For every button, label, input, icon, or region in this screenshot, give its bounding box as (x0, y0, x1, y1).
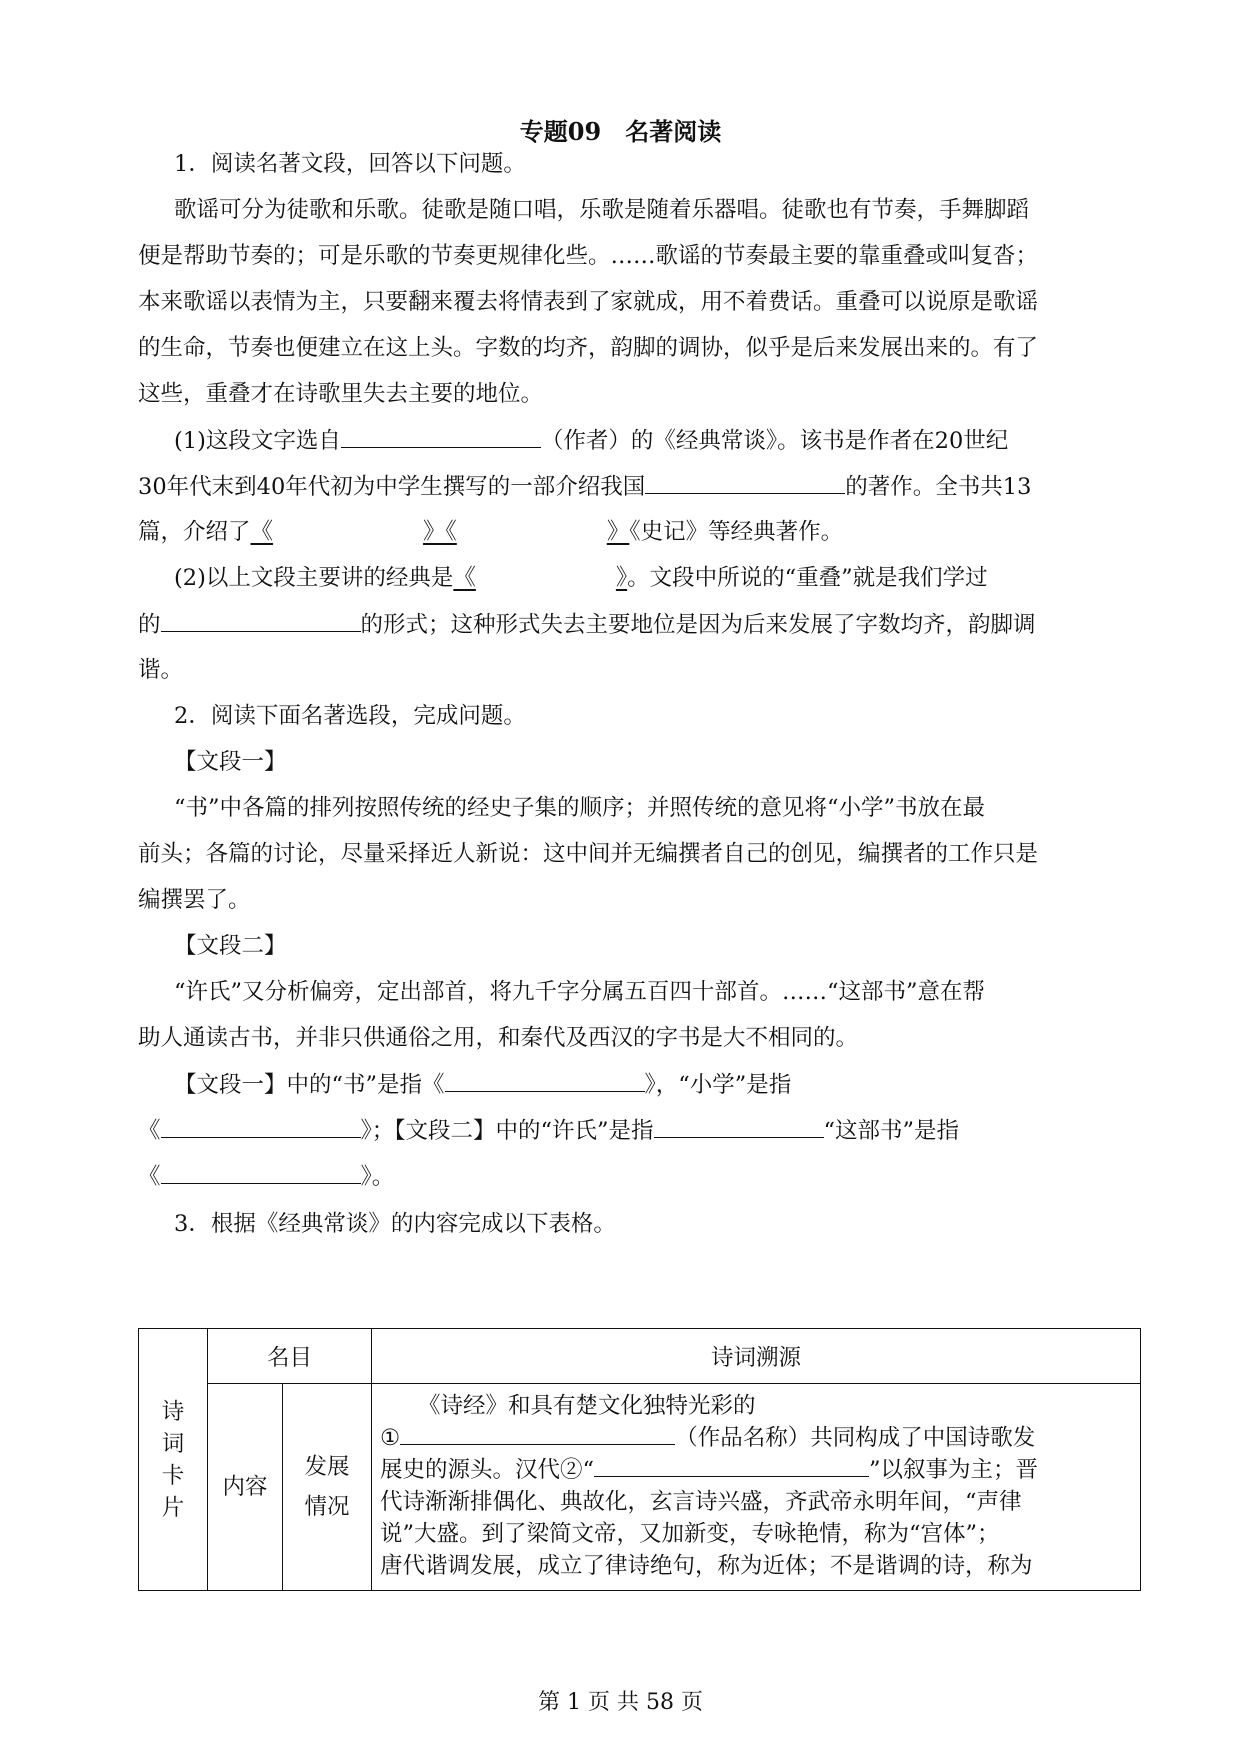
content-line (380, 1454, 1134, 1486)
content-line: 代诗渐渐排偶化、典故化，玄言诗兴盛，齐武帝永明年间，“声律 (380, 1489, 1022, 1515)
q2-answer-text: ，“小学”是指 (655, 1072, 792, 1098)
content-text: 展史的源头。汉代②“ (380, 1457, 595, 1483)
q1-sub1-text: 30年代末到40年代初为中学生撰写的一部介绍我国 (138, 474, 646, 500)
category-cell: 内容 (208, 1384, 283, 1591)
q1-sub2-text: 的 (138, 612, 161, 638)
q2-stem: 2．阅读下面名著选段，完成问题。 (174, 703, 526, 729)
q2-answer-text: 。 (371, 1164, 395, 1190)
open-quote: 《 (138, 1164, 161, 1190)
content-line: 《诗经》和具有楚文化独特光彩的 (418, 1393, 756, 1419)
page-title: 专题09 名著阅读 (519, 117, 722, 146)
q1-sub1-line3 (138, 517, 843, 547)
row-label-char: 诗 (161, 1398, 185, 1425)
close-quote: 》 (360, 1118, 372, 1144)
q1-sub1-text: 《史记》等经典著作。 (629, 519, 844, 545)
q2-answer-text: 【文段一】中的“书”是指 (174, 1072, 423, 1098)
q1-sub2-line3: 谐。 (138, 657, 184, 683)
q1-passage-line: 歌谣可分为徒歌和乐歌。徒歌是随口唱，乐歌是随着乐器唱。徒歌也有节奏，手舞脚蹈 (174, 197, 1030, 223)
q1-sub1-text: 篇，介绍了 (138, 519, 251, 545)
q3-stem: 3．根据《经典常谈》的内容完成以下表格。 (174, 1211, 616, 1237)
content-text: ”以叙事为主；晋 (869, 1457, 1039, 1483)
close-quote: 》 (615, 565, 628, 591)
book-blank-1[interactable] (251, 519, 446, 545)
subcategory-line: 发展 (304, 1454, 350, 1480)
q1-sub2-line2 (138, 609, 1036, 640)
q2-seg1-line: “书”中各篇的排列按照传统的经史子集的顺序；并照传统的意见将“小学”书放在最 (174, 795, 986, 821)
answer-blank-form[interactable] (161, 609, 361, 632)
close-quote: 》 (644, 1072, 656, 1098)
row-label-char: 词 (161, 1430, 185, 1457)
q1-sub2-line1 (174, 563, 988, 593)
subcategory-line: 情况 (304, 1494, 350, 1520)
q1-sub2-text: 的形式；这种形式失去主要地位是因为后来发展了字数均齐，韵脚调 (360, 612, 1036, 638)
answer-blank-work[interactable] (400, 1422, 675, 1445)
q2-answer-line1 (174, 1069, 791, 1100)
open-quote: 《 (422, 1072, 445, 1098)
content-line: 唐代谐调发展，成立了律诗绝句，称为近体；不是谐调的诗，称为 (380, 1553, 1033, 1579)
close-quote: 》 (423, 519, 446, 545)
q1-sub2-text: (2)以上文段主要讲的经典是 (174, 565, 454, 591)
q2-seg1-title: 【文段一】 (174, 749, 287, 775)
answer-blank-xiaoxue[interactable] (161, 1115, 361, 1138)
row-label-cell (139, 1329, 208, 1591)
q1-sub1-line2 (138, 471, 1031, 502)
row-label-char: 卡 (161, 1462, 185, 1489)
q2-answer-line2 (138, 1115, 959, 1146)
q2-seg2-line: 助人通读古书，并非只供通俗之用，和秦代及西汉的字书是大不相同的。 (138, 1025, 859, 1051)
subcategory-cell (283, 1384, 372, 1591)
book-blank-2[interactable] (446, 519, 630, 545)
open-quote: 《 (250, 519, 274, 545)
q1-passage-line: 这些，重叠才在诗歌里失去主要的地位。 (138, 381, 544, 407)
answer-blank-zhebushu[interactable] (161, 1161, 361, 1184)
q1-passage-line: 的生命，节奏也便建立在这上头。字数的均齐，韵脚的调协，似乎是后来发展出来的。有了 (138, 335, 1039, 361)
q1-sub2-text: 。文段中所说的“重叠”就是我们学过 (627, 565, 988, 591)
q2-answer-line3 (138, 1161, 394, 1192)
q2-answer-text: ；【文段二】中的“许氏”是指 (371, 1118, 654, 1144)
close-quote: 》 (606, 519, 630, 545)
q1-passage-line: 本来歌谣以表情为主，只要翻来覆去将情表到了家就成，用不着费话。重叠可以说原是歌谣 (138, 289, 1039, 315)
answer-blank-topic[interactable] (645, 471, 845, 494)
q1-stem: 1．阅读名著文段，回答以下问题。 (174, 151, 526, 177)
q1-sub1-text: 的著作。全书共13 (845, 474, 1032, 500)
q2-seg2-line: “许氏”又分析偏旁，定出部首，将九千字分属五百四十部首。……“这部书”意在帮 (174, 979, 986, 1005)
open-quote: 《 (138, 1118, 161, 1144)
content-line (380, 1422, 1134, 1454)
poetry-card-table (138, 1328, 1141, 1591)
column-header-name: 名目 (208, 1329, 372, 1384)
answer-blank-shu[interactable] (445, 1069, 645, 1092)
open-quote: 《 (445, 519, 457, 545)
answer-blank-author[interactable] (341, 425, 541, 448)
answer-blank-xushi[interactable] (654, 1115, 824, 1138)
q2-seg2-title: 【文段二】 (174, 933, 287, 959)
content-cell (372, 1384, 1141, 1591)
q2-seg1-line: 编撰罢了。 (138, 887, 251, 913)
q1-sub1-text: （作者）的《经典常谈》。该书是作者在20世纪 (540, 428, 1009, 454)
page-footer: 第 1 页 共 58 页 (538, 1690, 703, 1715)
open-quote: 《 (453, 565, 476, 591)
q2-seg1-line: 前头；各篇的讨论，尽量采择近人新说：这中间并无编撰者自己的创见，编撰者的工作只是 (138, 841, 1039, 867)
content-line: 说”大盛。到了梁简文帝，又加新变，专咏艳情，称为“宫体”； (380, 1521, 1000, 1547)
q1-passage-line: 便是帮助节奏的；可是乐歌的节奏更规律化些。……歌谣的节奏最主要的靠重叠或叫复沓； (138, 243, 1039, 269)
content-text: （作品名称）共同构成了中国诗歌发 (675, 1425, 1036, 1451)
book-blank-classic[interactable] (453, 565, 627, 591)
q1-sub1-line1 (174, 425, 1008, 456)
row-label-char: 片 (161, 1494, 185, 1521)
column-header-topic: 诗词溯源 (372, 1329, 1141, 1384)
q2-answer-text: “这部书”是指 (823, 1118, 960, 1144)
answer-blank-han[interactable] (594, 1454, 869, 1477)
circle-number-1: ① (380, 1425, 401, 1451)
q1-sub1-text: (1)这段文字选自 (174, 428, 341, 454)
close-quote: 》 (360, 1164, 372, 1190)
